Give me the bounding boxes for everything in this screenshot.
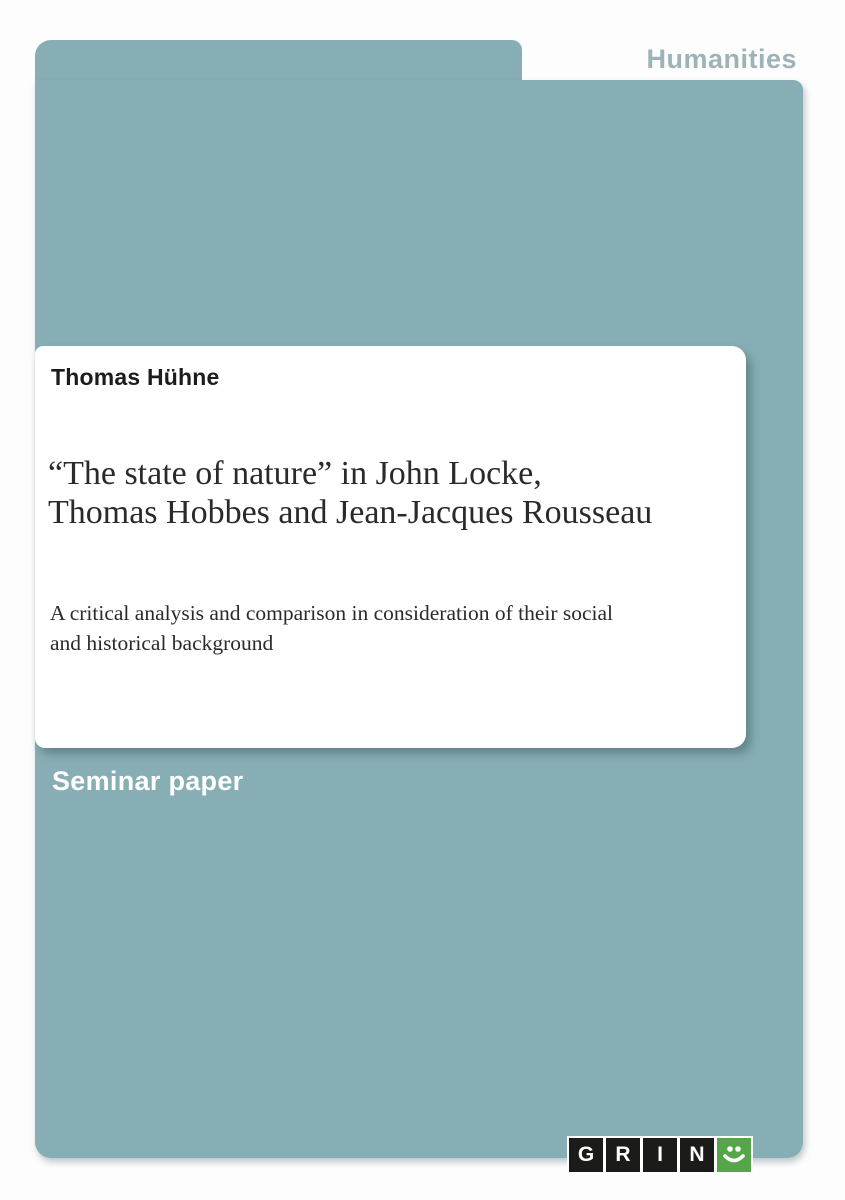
- grin-logo-letter-g: G: [569, 1138, 603, 1172]
- book-title-line-1: “The state of nature” in John Locke,: [48, 455, 542, 492]
- author-name: Thomas Hühne: [51, 364, 220, 390]
- book-subtitle-line-2: and historical background: [50, 631, 274, 655]
- book-title-line-2: Thomas Hobbes and Jean-Jacques Rousseau: [48, 494, 653, 531]
- grin-logo-letter-n: N: [680, 1138, 714, 1172]
- book-subtitle: [50, 598, 742, 658]
- title-card: [35, 346, 746, 748]
- grin-smiley-icon: [717, 1138, 751, 1172]
- grin-logo-letter-r: R: [606, 1138, 640, 1172]
- grin-logo-letter-i: I: [643, 1138, 677, 1172]
- grin-publisher-logo: [567, 1136, 753, 1174]
- book-subtitle-line-1: A critical analysis and comparison in consideration of their social: [50, 601, 614, 625]
- book-title: [48, 454, 740, 532]
- category-label: Humanities: [646, 44, 797, 74]
- document-type-label: Seminar paper: [52, 766, 244, 796]
